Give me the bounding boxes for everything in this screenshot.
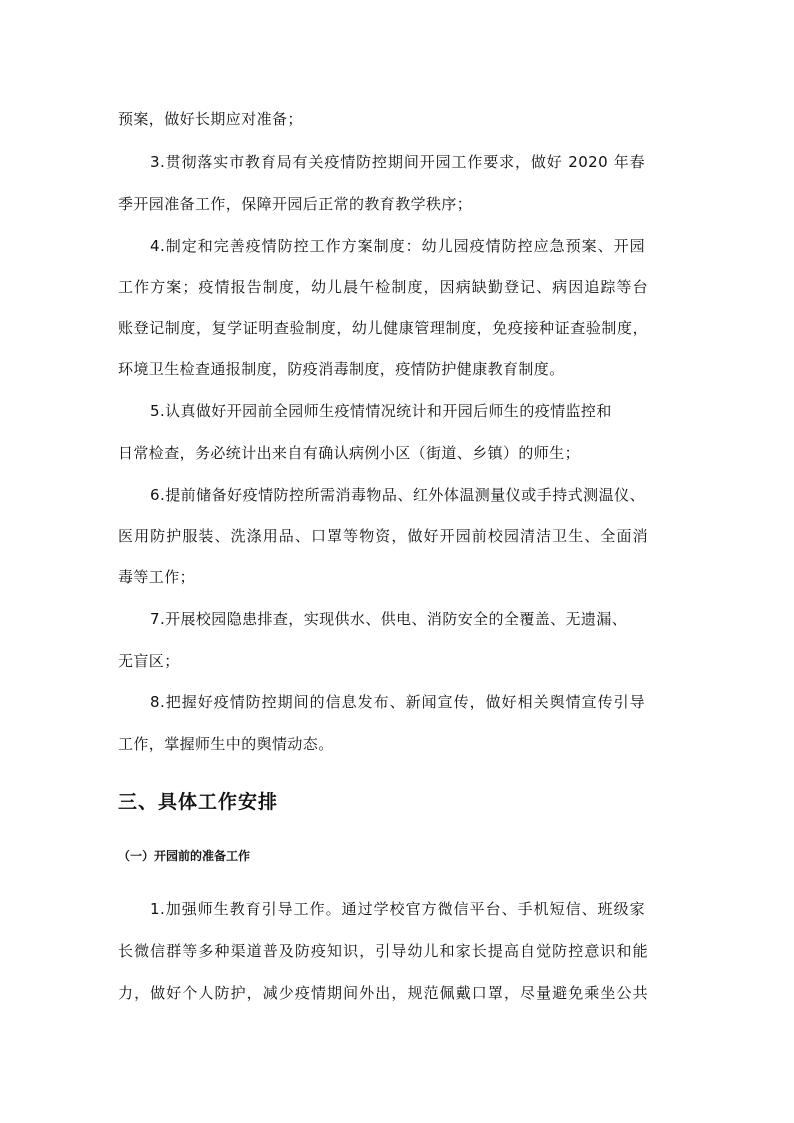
paragraph-line: 工作，掌握师生中的舆情动态。: [118, 735, 334, 753]
paragraph-line: 季开园准备工作，保障开园后正常的教育教学秩序；: [118, 195, 473, 213]
paragraph-line: 力，做好个人防护，减少疫情期间外出，规范佩戴口罩，尽量避免乘坐公共: [118, 984, 648, 1002]
paragraph-line: 3.贯彻落实市教育局有关疫情防控期间开园工作要求，做好 2020 年春: [150, 153, 645, 171]
paragraph-line: 4.制定和完善疫情防控工作方案制度：幼儿园疫情防控应急预案、开园: [150, 237, 645, 255]
subsection-heading: （一）开园前的准备工作: [118, 849, 251, 863]
paragraph-line: 1.加强师生教育引导工作。通过学校官方微信平台、手机短信、班级家: [150, 900, 645, 918]
section-heading: 三、具体工作安排: [118, 791, 279, 813]
paragraph-line: 8.把握好疫情防控期间的信息发布、新闻宣传，做好相关舆情宣传引导: [150, 693, 645, 711]
paragraph-line: 环境卫生检查通报制度，防疫消毒制度，疫情防护健康教育制度。: [118, 360, 565, 378]
paragraph-line: 工作方案；疫情报告制度，幼儿晨午检制度，因病缺勤登记、病因追踪等台: [118, 278, 648, 296]
paragraph-line: 医用防护服装、洗涤用品、口罩等物资，做好开园前校园清洁卫生、全面消: [118, 527, 648, 545]
paragraph-line: 长微信群等多种渠道普及防疫知识，引导幼儿和家长提高自觉防控意识和能: [118, 942, 648, 960]
paragraph-line: 6.提前储备好疫情防控所需消毒物品、红外体温测量仪或手持式测温仪、: [150, 486, 645, 504]
paragraph-line: 毒等工作；: [118, 568, 196, 586]
paragraph-line: 账登记制度，复学证明查验制度，幼儿健康管理制度，免疫接种证查验制度，: [118, 319, 648, 337]
paragraph-line: 7.开展校园隐患排查，实现供水、供电、消防安全的全覆盖、无遗漏、: [150, 610, 628, 628]
paragraph-line: 5.认真做好开园前全园师生疫情情况统计和开园后师生的疫情监控和: [150, 402, 612, 420]
paragraph-line: 预案，做好长期应对准备；: [118, 110, 303, 128]
paragraph-line: 日常检查，务必统计出来自有确认病例小区（街道、乡镇）的师生；: [118, 444, 581, 462]
paragraph-line: 无盲区；: [118, 652, 180, 670]
